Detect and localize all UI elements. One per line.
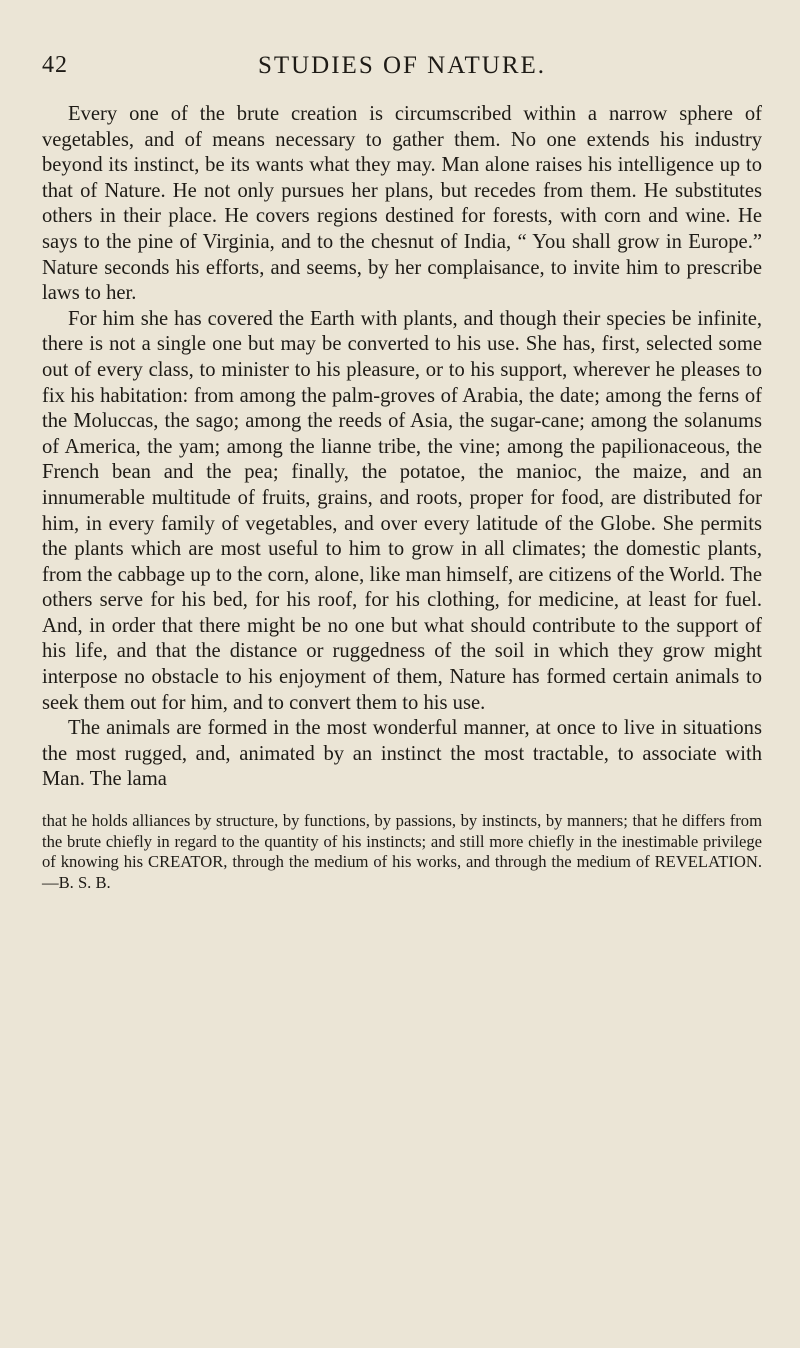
paragraph-2: For him she has covered the Earth with plants, and though their species be infinite, there is not a single one but may be converted to his use. She has, first, selected some out of every class, to minister to his pleasure, or to his support, wherever he pleases to fix his habitation: from among the palm-groves of Arabia, the date; among the ferns of the Moluccas, the sago; among the reeds of Asia, the sugar-cane; among the solanums of America, the yam; among the lianne tribe, the vine; among the papilionaceous, the French bean and the pea; finally, the potatoe, the manioc, the maize, and an innumerable multitude of fruits, grains, and roots, proper for food, are distributed for him, in every family of vegetables, and over every latitude of the Globe. She permits the plants which are most useful to him to grow in all climates; the domestic plants, from the cabbage up to the corn, alone, like man himself, are citizens of the World. The others serve for his bed, for his roof, for his clothing, for medicine, at least for fuel. And, in order that there might be no one but what should contribute to the support of his life, and that the distance or ruggedness of the soil in which they grow might interpose no obstacle to his enjoyment of them, Nature has formed certain animals to seek them out for him, and to convert them to his use.	[42, 307, 762, 714]
footnote-text: that he holds alliances by structure, by functions, by passions, by instincts, by manners; that he differs from the brute chiefly in regard to the quantity of his instincts; and still more chiefly in the inestimable privilege of knowing his CREATOR, through the medium of his works, and through the medium of REVELATION.—B. S. B.	[42, 811, 762, 892]
body-text	[42, 102, 762, 793]
paragraph-1: Every one of the brute creation is circumscribed within a narrow sphere of vegetables, and of means necessary to gather them. No one extends his industry beyond its instinct, be its wants what they may. Man alone raises his intelligence up to that of Nature. He not only pursues her plans, but recedes from them. He substitutes others in their place. He covers regions destined for forests, with corn and wine. He says to the pine of Virginia, and to the chesnut of India, “ You shall grow in Europe.” Nature seconds his efforts, and seems, by her complaisance, to invite him to prescribe laws to her.	[42, 103, 762, 305]
running-head	[42, 52, 762, 92]
paragraph-3: The animals are formed in the most wonderful manner, at once to live in situations the most rugged, and, animated by an instinct the most tractable, to associate with Man. The lama	[42, 717, 762, 791]
footnote	[42, 811, 762, 893]
running-title: STUDIES OF NATURE.	[257, 52, 547, 79]
page-number: 42	[42, 52, 68, 78]
